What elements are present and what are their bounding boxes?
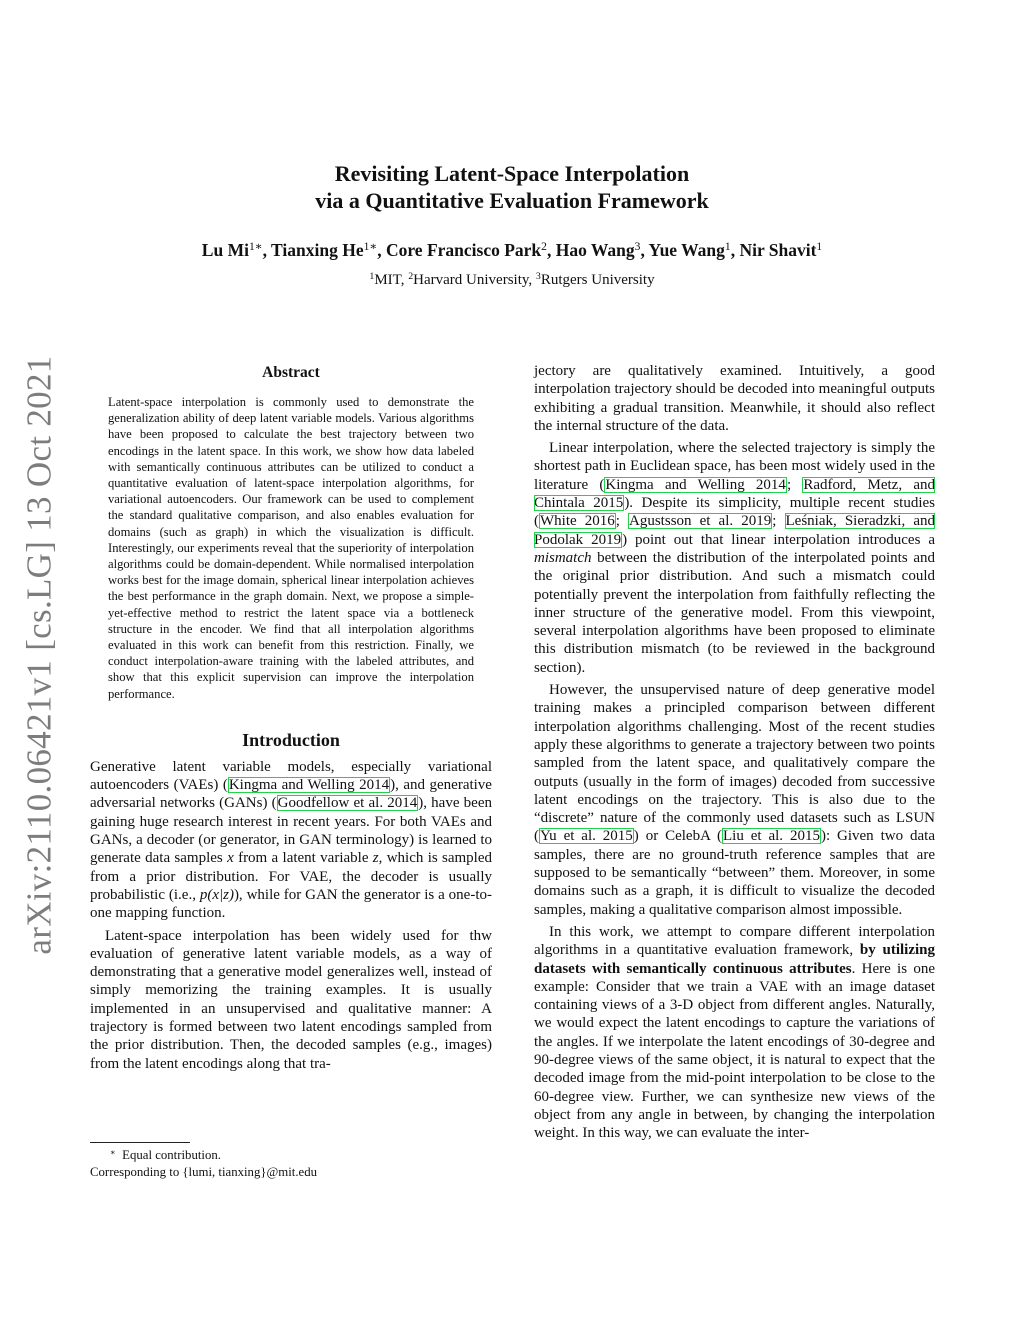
math-symbol: p(x|z) bbox=[199, 886, 234, 903]
right-paragraph-3: However, the unsupervised nature of deep generative model training makes a principled comparison between different interpolation algorithms challenging. Most of the recent studies apply these algorithms to generate a trajectory between two points sampled from the latent space, and qualitatively compare the outputs (usually in the form of images) decoded from successive latent encodings on the trajectory. This is also due to the “discrete” nature of the commonly used datasets such as LSUN (Yu et al. 2015) or CelebA (Liu et al. 2015): Given two data samples, there are no ground-truth reference samples that are supposed to be semantically “between” them. Moreover, in some domains such as a graph, it is difficult to visualize the decoded samples, making a qualitative comparison almost impossible. bbox=[534, 682, 935, 918]
right-paragraph-4: In this work, we attempt to compare different interpolation algorithms in a quantitative evaluation framework, by utilizing datasets with semantically continuous attributes. Here is one example: Consider that we train a VAE with an image dataset containing views of a 3-D object from different angles. Naturally, we would expect the latent encodings to capture the variations of the angles. If we interpolate the latent encodings of 30-degree and 90-degree views of the same object, it is natural to expect that the decoded image from the mid-point interpolation to be close to the 60-degree view. Further, we can synthesize new views of the object from any angle in between, by changing the interpolation weight. In this way, we can evaluate the inter- bbox=[534, 923, 935, 1142]
footnote bbox=[90, 1142, 492, 1181]
affiliation-name: Rutgers University bbox=[540, 272, 655, 288]
right-paragraph-2: Linear interpolation, where the selected trajectory is simply the shortest path in Euclidean space, has been most widely used in the literature (Kingma and Welling 2014; Radford, Metz, and Chintala 2015). Despite its simplicity, multiple recent studies (White 2016; Agustsson et al. 2019; Leśniak, Sieradzki, and Podolak 2019) point out that linear interpolation introduces a mismatch between the distribution of the interpolated points and the original prior distribution. And such a mismatch could potentially prevent the interpolation from faithfully reflecting the inner structure of the generative model. From this viewpoint, several interpolation algorithms have been proposed to eliminate this distribution mismatch (to be reviewed in the background section). bbox=[534, 440, 936, 676]
author-name: Hao Wang bbox=[555, 240, 635, 260]
footnote-mark: ∗ bbox=[110, 1146, 116, 1157]
right-paragraph-1: jectory are qualitatively examined. Intuitively, a good interpolation trajectory should be decoded into meaningful outputs exhibiting a gradual transition. Meanwhile, it should also reflect the internal structure of the data. bbox=[534, 363, 935, 434]
citation-link[interactable]: Radford, Metz, and Chintala 2015 bbox=[534, 476, 935, 512]
emphasis: mismatch bbox=[534, 549, 592, 566]
author-name: Core Francisco Park bbox=[385, 240, 542, 260]
author-name: Yue Wang bbox=[648, 240, 725, 260]
arxiv-side-label bbox=[18, 355, 62, 955]
citation-link[interactable]: White 2016 bbox=[540, 513, 615, 530]
affiliation-mark: 3 bbox=[535, 271, 541, 283]
author-name: Lu Mi bbox=[201, 240, 249, 260]
intro-paragraph-1: Generative latent variable models, especially variational autoencoders (VAEs) (Kingma and Welling 2014), and generative adversarial networks (GANs) (Goodfellow et al. 2014), have been gaining huge research interest in recent years. For both VAEs and GANs, a decoder (or generator, in GAN terminology) is learned to generate data samples x from a latent variable z, which is sampled from a prior distribution. For VAE, the decoder is usually probabilistic (i.e., p(x|z)), while for GAN the generator is a one-to-one mapping function. bbox=[90, 758, 493, 922]
bold-emphasis: by utilizing datasets with semantically continuous attributes bbox=[534, 942, 935, 977]
math-symbol: z bbox=[372, 850, 379, 867]
title-line-1: Revisiting Latent-Space Interpolation bbox=[334, 161, 690, 186]
left-column bbox=[90, 362, 492, 1073]
citation-link[interactable]: Kingma and Welling 2014 bbox=[605, 476, 786, 493]
citation-link[interactable]: Leśniak, Sieradzki, and Podolak 2019 bbox=[534, 513, 935, 548]
abstract-heading: Abstract bbox=[262, 364, 320, 381]
math-symbol: x bbox=[227, 850, 234, 867]
author-affiliation-mark: 1∗ bbox=[248, 241, 263, 254]
author-affiliation-mark: 1 bbox=[724, 241, 731, 254]
affiliation-name: Harvard University bbox=[413, 272, 529, 288]
author-name: Tianxing He bbox=[271, 240, 364, 260]
title-line-2: via a Quantitative Evaluation Framework bbox=[315, 188, 709, 213]
footnote-corresponding: Corresponding to {lumi, tianxing}@mit.edu bbox=[90, 1165, 318, 1179]
author-affiliation-mark: 3 bbox=[634, 241, 641, 254]
introduction-heading: Introduction bbox=[242, 729, 340, 750]
author-list: Lu $Mi^{1∗}$, Tianxing $He^{1∗}$, Core Francisco Park$^2$, Hao Wang$^3$, Yue Wang$^1$, Nir Shavit$^1$ bbox=[201, 240, 823, 260]
intro-paragraph-2: Latent-space interpolation has been widely used for thw evaluation of generative latent variable models, as a way of demonstrating that a generative model generalizes well, instead of simply memorizing the training examples. It is usually implemented in an unsupervised and qualitative manner: A trajectory is formed between two latent encodings sampled from the prior distribution. Then, the decoded samples (e.g., images) from the latent encodings along that tra- bbox=[90, 927, 492, 1072]
author-name: Nir Shavit bbox=[739, 240, 817, 260]
footnote-text: Equal contribution. bbox=[122, 1148, 221, 1162]
author-affiliation-mark: 2 bbox=[541, 241, 547, 254]
author-affiliation-mark: 1∗ bbox=[363, 241, 378, 254]
author-affiliation-mark: 1 bbox=[816, 241, 823, 254]
affiliations: $^1$MIT, $^2$Harvard University, $^3$Rutgers University bbox=[369, 271, 655, 288]
footnote-rule bbox=[90, 1142, 190, 1143]
paper-title bbox=[0, 160, 1024, 214]
abstract-text: Latent-space interpolation is commonly used to demonstrate the generalization ability of deep latent variable models. Various algorithms have been proposed to calculate the best trajectory between two encodings in the latent space. In this work, we show how data labeled with semantically continuous attributes can be utilized to conduct a quantitative evaluation of latent-space interpolation algorithms, for variational autoencoders. Our framework can be used to complement the standard qualitative comparison, and also enables evaluation for domains (such as graph) in which the visualization is difficult. Interestingly, our experiments reveal that the superiority of interpolation algorithms could be domain-dependent. While normalised interpolation works best for the image domain, spherical linear interpolation achieves the best performance in the graph domain. Next, we propose a simple-yet-effective method to restrict the latent space via a bottleneck structure in the encoder. We find that all interpolation algorithms evaluated in this work can benefit from this restriction. Finally, we conduct interpolation-aware training with the labeled attributes, and show that this explicit supervision can improve the interpolation performance. bbox=[108, 395, 474, 701]
right-column bbox=[534, 362, 935, 1142]
citation-link[interactable]: Agustsson et al. 2019 bbox=[629, 513, 772, 530]
affiliation-mark: 1 bbox=[369, 271, 375, 283]
citation-link[interactable]: Kingma and Welling 2014 bbox=[228, 777, 390, 794]
citation-link[interactable]: Liu et al. 2015 bbox=[723, 828, 820, 845]
footnote-equal-contribution bbox=[90, 1147, 492, 1164]
citation-link[interactable]: Yu et al. 2015 bbox=[540, 828, 633, 845]
affiliation-name: MIT bbox=[374, 272, 401, 288]
citation-link[interactable]: Goodfellow et al. 2014 bbox=[277, 795, 418, 812]
arxiv-id: arXiv:2110.06421v1 [cs.LG] 13 Oct 2021 bbox=[20, 355, 60, 955]
affiliation-mark: 2 bbox=[408, 271, 414, 283]
